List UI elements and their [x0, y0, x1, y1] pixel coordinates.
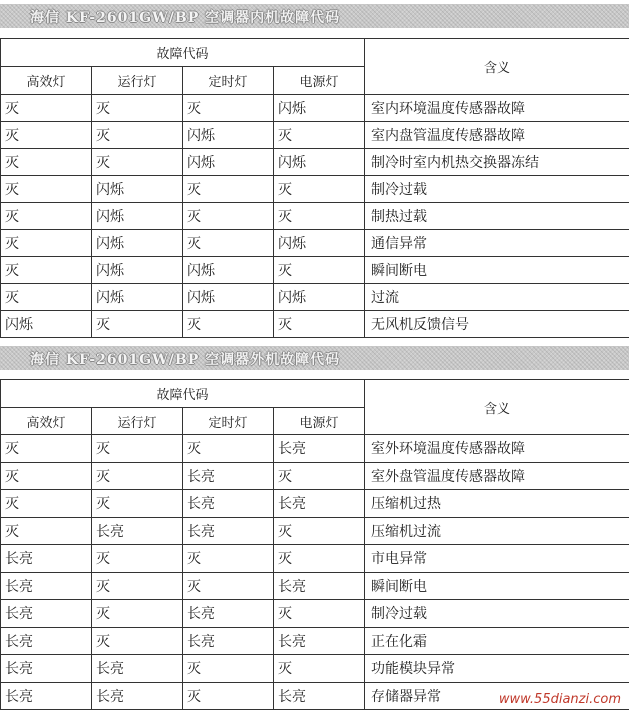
indoor-group-header: 故障代码 [1, 39, 365, 67]
indoor-light-state-cell: 闪烁 [92, 257, 183, 284]
indoor-table-row [1, 176, 629, 203]
outdoor-meaning-cell: 存储器异常 [365, 682, 629, 710]
indoor-light-state-cell: 灭 [1, 176, 92, 203]
indoor-table-row [1, 311, 629, 338]
outdoor-light-state-cell: 灭 [92, 627, 183, 655]
indoor-light-state-cell: 闪烁 [92, 284, 183, 311]
indoor-light-state-cell: 灭 [183, 230, 274, 257]
indoor-table-row [1, 95, 629, 122]
indoor-meaning-cell: 制热过载 [365, 203, 629, 230]
outdoor-light-state-cell: 长亮 [1, 572, 92, 600]
indoor-light-state-cell: 灭 [183, 203, 274, 230]
indoor-meaning-cell: 制冷过载 [365, 176, 629, 203]
outdoor-light-state-cell: 长亮 [92, 517, 183, 545]
outdoor-light-state-cell: 灭 [1, 462, 92, 490]
indoor-light-state-cell: 灭 [1, 203, 92, 230]
outdoor-light-state-cell: 长亮 [274, 435, 365, 463]
indoor-meaning-header: 含义 [365, 39, 629, 95]
outdoor-table-row [1, 600, 629, 628]
indoor-light-state-cell: 灭 [183, 176, 274, 203]
indoor-light-state-cell: 闪烁 [92, 203, 183, 230]
indoor-light-state-cell: 灭 [274, 257, 365, 284]
indoor-light-state-cell: 闪烁 [274, 95, 365, 122]
outdoor-light-state-cell: 长亮 [183, 462, 274, 490]
indoor-fault-code-table [0, 38, 629, 338]
outdoor-col-header: 电源灯 [274, 408, 365, 435]
indoor-light-state-cell: 灭 [92, 311, 183, 338]
outdoor-meaning-header: 含义 [365, 380, 629, 435]
outdoor-table-row [1, 572, 629, 600]
outdoor-table-row [1, 517, 629, 545]
outdoor-light-state-cell: 灭 [183, 572, 274, 600]
indoor-light-state-cell: 灭 [274, 203, 365, 230]
outdoor-light-state-cell: 长亮 [183, 490, 274, 518]
outdoor-light-state-cell: 灭 [274, 517, 365, 545]
outdoor-light-state-cell: 灭 [92, 600, 183, 628]
outdoor-col-header: 高效灯 [1, 408, 92, 435]
indoor-light-state-cell: 闪烁 [92, 176, 183, 203]
indoor-light-state-cell: 灭 [183, 95, 274, 122]
indoor-light-state-cell: 灭 [1, 149, 92, 176]
indoor-light-state-cell: 灭 [1, 284, 92, 311]
indoor-meaning-cell: 通信异常 [365, 230, 629, 257]
outdoor-light-state-cell: 长亮 [274, 490, 365, 518]
outdoor-meaning-cell: 功能模块异常 [365, 655, 629, 683]
outdoor-table-title: 海信 KF-2601GW/BP 空调器外机故障代码 [30, 352, 341, 368]
outdoor-light-state-cell: 长亮 [274, 682, 365, 710]
outdoor-light-state-cell: 灭 [183, 682, 274, 710]
outdoor-light-state-cell: 灭 [92, 572, 183, 600]
outdoor-meaning-cell: 正在化霜 [365, 627, 629, 655]
indoor-table-title: 海信 KF-2601GW/BP 空调器内机故障代码 [30, 10, 341, 26]
indoor-light-state-cell: 灭 [1, 257, 92, 284]
indoor-meaning-cell: 瞬间断电 [365, 257, 629, 284]
outdoor-light-state-cell: 长亮 [1, 655, 92, 683]
outdoor-title-banner [0, 346, 629, 370]
indoor-light-state-cell: 闪烁 [274, 230, 365, 257]
outdoor-light-state-cell: 长亮 [1, 600, 92, 628]
indoor-table-body [1, 95, 629, 338]
indoor-title-banner [0, 4, 629, 28]
indoor-light-state-cell: 闪烁 [183, 149, 274, 176]
indoor-light-state-cell: 闪烁 [183, 122, 274, 149]
indoor-table-row [1, 203, 629, 230]
outdoor-light-state-cell: 灭 [274, 600, 365, 628]
outdoor-table-row [1, 462, 629, 490]
indoor-col-header: 电源灯 [274, 67, 365, 95]
indoor-light-state-cell: 灭 [92, 95, 183, 122]
indoor-meaning-cell: 制冷时室内机热交换器冻结 [365, 149, 629, 176]
indoor-meaning-cell: 室内环境温度传感器故障 [365, 95, 629, 122]
outdoor-meaning-cell: 压缩机过流 [365, 517, 629, 545]
outdoor-light-state-cell: 灭 [92, 545, 183, 573]
outdoor-meaning-cell: 市电异常 [365, 545, 629, 573]
site-watermark: www.55dianzi.com [498, 692, 621, 707]
indoor-light-state-cell: 灭 [274, 311, 365, 338]
indoor-table-row [1, 122, 629, 149]
indoor-light-state-cell: 灭 [274, 122, 365, 149]
indoor-col-header: 高效灯 [1, 67, 92, 95]
outdoor-table-row [1, 655, 629, 683]
outdoor-light-state-cell: 灭 [274, 655, 365, 683]
outdoor-meaning-cell: 室外盘管温度传感器故障 [365, 462, 629, 490]
indoor-light-state-cell: 闪烁 [274, 284, 365, 311]
indoor-light-state-cell: 灭 [1, 95, 92, 122]
outdoor-light-state-cell: 长亮 [1, 545, 92, 573]
indoor-table-row [1, 284, 629, 311]
outdoor-light-state-cell: 长亮 [274, 627, 365, 655]
indoor-light-state-cell: 灭 [92, 149, 183, 176]
indoor-light-state-cell: 闪烁 [183, 257, 274, 284]
indoor-meaning-cell: 无风机反馈信号 [365, 311, 629, 338]
indoor-meaning-cell: 过流 [365, 284, 629, 311]
indoor-col-header: 运行灯 [92, 67, 183, 95]
indoor-light-state-cell: 闪烁 [1, 311, 92, 338]
outdoor-light-state-cell: 灭 [183, 545, 274, 573]
indoor-meaning-cell: 室内盘管温度传感器故障 [365, 122, 629, 149]
indoor-table-row [1, 230, 629, 257]
outdoor-light-state-cell: 灭 [92, 490, 183, 518]
outdoor-light-state-cell: 长亮 [274, 572, 365, 600]
indoor-light-state-cell: 灭 [183, 311, 274, 338]
outdoor-table-row [1, 627, 629, 655]
outdoor-light-state-cell: 长亮 [183, 517, 274, 545]
outdoor-light-state-cell: 长亮 [183, 600, 274, 628]
outdoor-group-header: 故障代码 [1, 380, 365, 408]
indoor-table-row [1, 149, 629, 176]
outdoor-col-header: 运行灯 [92, 408, 183, 435]
outdoor-table-body [1, 435, 629, 710]
indoor-light-state-cell: 灭 [92, 122, 183, 149]
outdoor-table-row [1, 545, 629, 573]
outdoor-light-state-cell: 长亮 [1, 627, 92, 655]
indoor-light-state-cell: 闪烁 [274, 149, 365, 176]
outdoor-light-state-cell: 灭 [92, 435, 183, 463]
outdoor-light-state-cell: 灭 [1, 490, 92, 518]
indoor-light-state-cell: 灭 [274, 176, 365, 203]
outdoor-light-state-cell: 灭 [183, 435, 274, 463]
indoor-light-state-cell: 闪烁 [183, 284, 274, 311]
outdoor-light-state-cell: 灭 [183, 655, 274, 683]
outdoor-light-state-cell: 灭 [1, 517, 92, 545]
outdoor-light-state-cell: 长亮 [92, 655, 183, 683]
outdoor-meaning-cell: 压缩机过热 [365, 490, 629, 518]
indoor-col-header: 定时灯 [183, 67, 274, 95]
outdoor-light-state-cell: 长亮 [183, 627, 274, 655]
outdoor-col-header: 定时灯 [183, 408, 274, 435]
outdoor-light-state-cell: 长亮 [92, 682, 183, 710]
indoor-light-state-cell: 灭 [1, 230, 92, 257]
outdoor-light-state-cell: 灭 [92, 462, 183, 490]
outdoor-light-state-cell: 灭 [1, 435, 92, 463]
indoor-table-row [1, 257, 629, 284]
outdoor-meaning-cell: 室外环境温度传感器故障 [365, 435, 629, 463]
outdoor-table-row [1, 435, 629, 463]
outdoor-fault-code-table [0, 379, 629, 710]
indoor-light-state-cell: 灭 [1, 122, 92, 149]
outdoor-meaning-cell: 制冷过载 [365, 600, 629, 628]
indoor-light-state-cell: 闪烁 [92, 230, 183, 257]
outdoor-light-state-cell: 灭 [274, 545, 365, 573]
outdoor-table-row [1, 490, 629, 518]
outdoor-light-state-cell: 长亮 [1, 682, 92, 710]
outdoor-meaning-cell: 瞬间断电 [365, 572, 629, 600]
outdoor-light-state-cell: 灭 [274, 462, 365, 490]
